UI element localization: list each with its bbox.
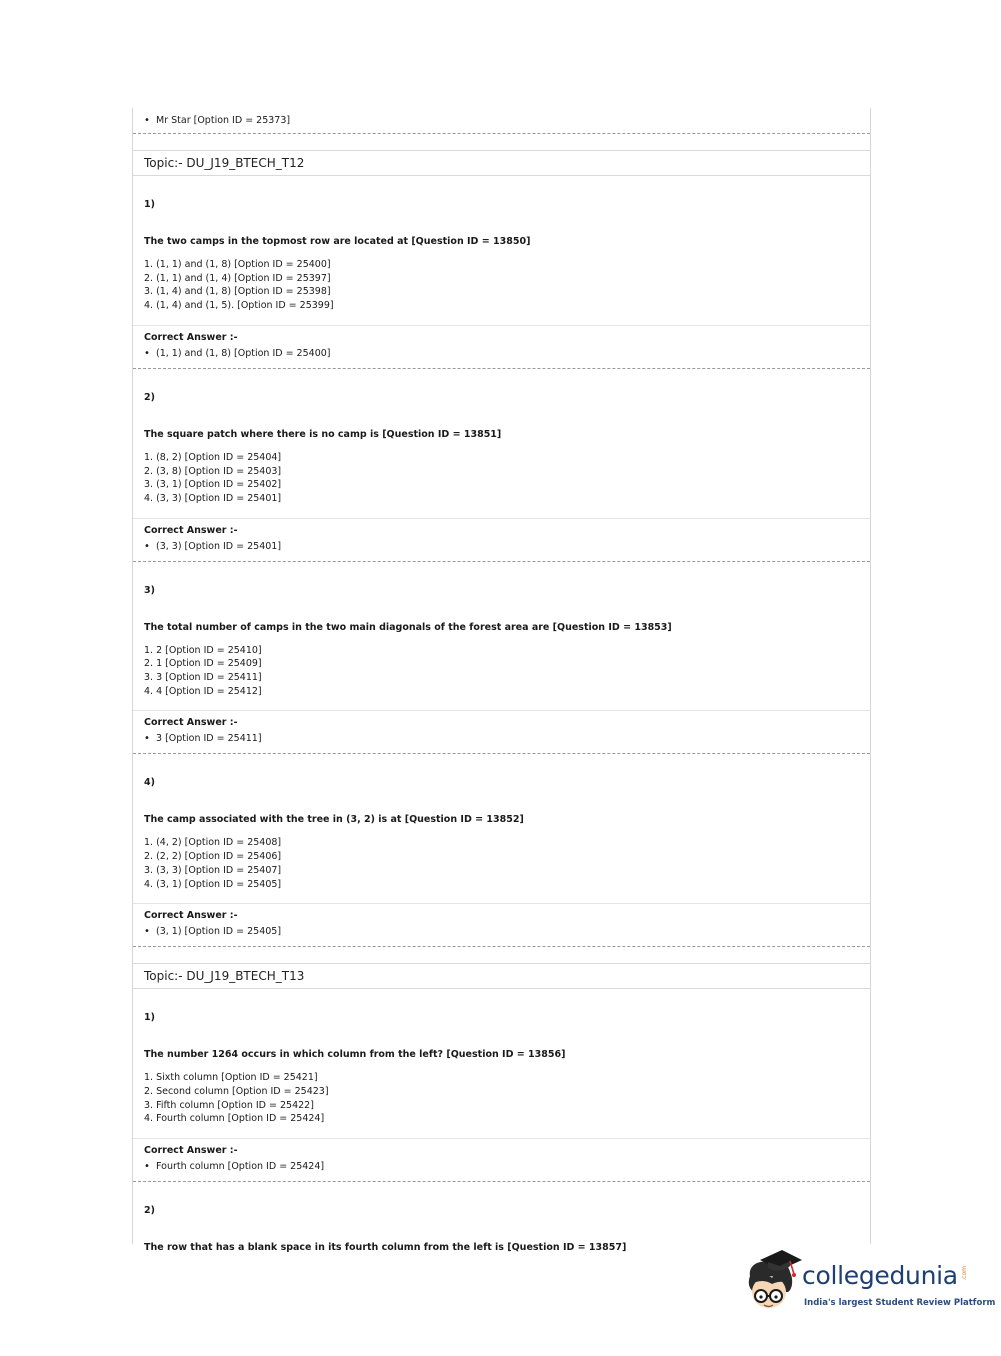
- topics-container: [133, 150, 870, 1254]
- logo-tagline: India's largest Student Review Platform: [804, 1298, 996, 1308]
- student-mascot-icon: [742, 1250, 802, 1316]
- section-divider: [133, 133, 870, 134]
- correct-answer-label: Correct Answer :-: [144, 331, 238, 343]
- question-text: The number 1264 occurs in which column from the left? [Question ID = 13856]: [144, 1049, 566, 1061]
- question-text: The total number of camps in the two main diagonals of the forest area are [Question ID = 13853]: [144, 621, 672, 633]
- correct-answer-label: Correct Answer :-: [144, 717, 238, 729]
- option-item: 1. (4, 2) [Option ID = 25408]: [144, 837, 282, 849]
- correct-answer-value: [144, 1157, 859, 1181]
- question-number: 4): [144, 777, 155, 789]
- option-item: 3. (3, 1) [Option ID = 25402]: [144, 479, 282, 491]
- option-item: 3. 3 [Option ID = 25411]: [144, 672, 262, 684]
- option-item: 3. Fifth column [Option ID = 25422]: [144, 1099, 314, 1111]
- previous-option-text: • Mr Star [Option ID = 25373]: [144, 115, 290, 126]
- correct-answer-label: Correct Answer :-: [144, 524, 238, 536]
- question-block: [133, 754, 870, 947]
- question-text: The two camps in the topmost row are located at [Question ID = 13850]: [144, 236, 531, 247]
- option-item: 1. 2 [Option ID = 25410]: [144, 644, 262, 656]
- option-item: 3. (3, 3) [Option ID = 25407]: [144, 864, 282, 876]
- option-item: 2. (3, 8) [Option ID = 25403]: [144, 465, 282, 477]
- topic-title: Topic:- DU_J19_BTECH_T13: [133, 963, 870, 989]
- correct-answer-value: [144, 922, 859, 946]
- correct-answer-value: [144, 344, 859, 368]
- question-text: The camp associated with the tree in (3, 2) is at [Question ID = 13852]: [144, 814, 524, 826]
- options-list: [144, 1061, 859, 1126]
- question-number: 1): [144, 1012, 155, 1024]
- question-block: [133, 1182, 870, 1254]
- correct-answer-text: • (1, 1) and (1, 8) [Option ID = 25400]: [144, 348, 331, 359]
- question-paper: [132, 108, 871, 1254]
- correct-answer-text: • Fourth column [Option ID = 25424]: [144, 1161, 324, 1172]
- options-list: [144, 826, 859, 891]
- question-text: The row that has a blank space in its fourth column from the left is [Question ID = 13857]: [144, 1242, 627, 1254]
- correct-answer-value: [144, 537, 859, 561]
- correct-answer-text: • (3, 1) [Option ID = 25405]: [144, 926, 281, 937]
- question-number: 2): [144, 391, 155, 403]
- question-number: 1): [144, 199, 155, 210]
- options-list: [144, 441, 859, 506]
- question-text: The square patch where there is no camp is [Question ID = 13851]: [144, 428, 502, 440]
- question-number: 3): [144, 584, 155, 596]
- option-item: 2. (2, 2) [Option ID = 25406]: [144, 851, 282, 863]
- correct-answer-label: Correct Answer :-: [144, 1145, 238, 1157]
- options-list: [144, 634, 859, 699]
- option-item: 2. (1, 1) and (1, 4) [Option ID = 25397]: [144, 272, 331, 284]
- option-item: 4. (3, 3) [Option ID = 25401]: [144, 492, 282, 504]
- option-item: 4. (3, 1) [Option ID = 25405]: [144, 878, 282, 890]
- option-item: 4. Fourth column [Option ID = 25424]: [144, 1113, 325, 1125]
- question-block: [133, 989, 870, 1182]
- option-item: 1. (1, 1) and (1, 8) [Option ID = 25400]: [144, 259, 331, 270]
- collegedunia-logo: [742, 1250, 996, 1320]
- correct-answer-label: Correct Answer :-: [144, 910, 238, 922]
- option-item: 1. Sixth column [Option ID = 25421]: [144, 1072, 318, 1084]
- logo-domain-suffix: .com: [961, 1266, 968, 1281]
- correct-answer-text: • 3 [Option ID = 25411]: [144, 733, 262, 744]
- option-item: 4. 4 [Option ID = 25412]: [144, 685, 262, 697]
- previous-option-tail: [133, 108, 870, 133]
- correct-answer-value: [144, 729, 859, 753]
- question-number: 2): [144, 1205, 155, 1217]
- option-item: 2. 1 [Option ID = 25409]: [144, 658, 262, 670]
- logo-wordmark: collegedunia: [802, 1261, 958, 1290]
- option-item: 3. (1, 4) and (1, 8) [Option ID = 25398]: [144, 286, 331, 298]
- option-item: 4. (1, 4) and (1, 5). [Option ID = 25399]: [144, 300, 334, 312]
- question-block: [133, 562, 870, 755]
- options-list: [144, 248, 859, 313]
- question-block: [133, 176, 870, 369]
- option-item: 2. Second column [Option ID = 25423]: [144, 1085, 329, 1097]
- topic-title: Topic:- DU_J19_BTECH_T12: [133, 150, 870, 176]
- question-divider: [133, 946, 870, 947]
- question-block: [133, 369, 870, 562]
- correct-answer-text: • (3, 3) [Option ID = 25401]: [144, 541, 281, 552]
- option-item: 1. (8, 2) [Option ID = 25404]: [144, 451, 282, 463]
